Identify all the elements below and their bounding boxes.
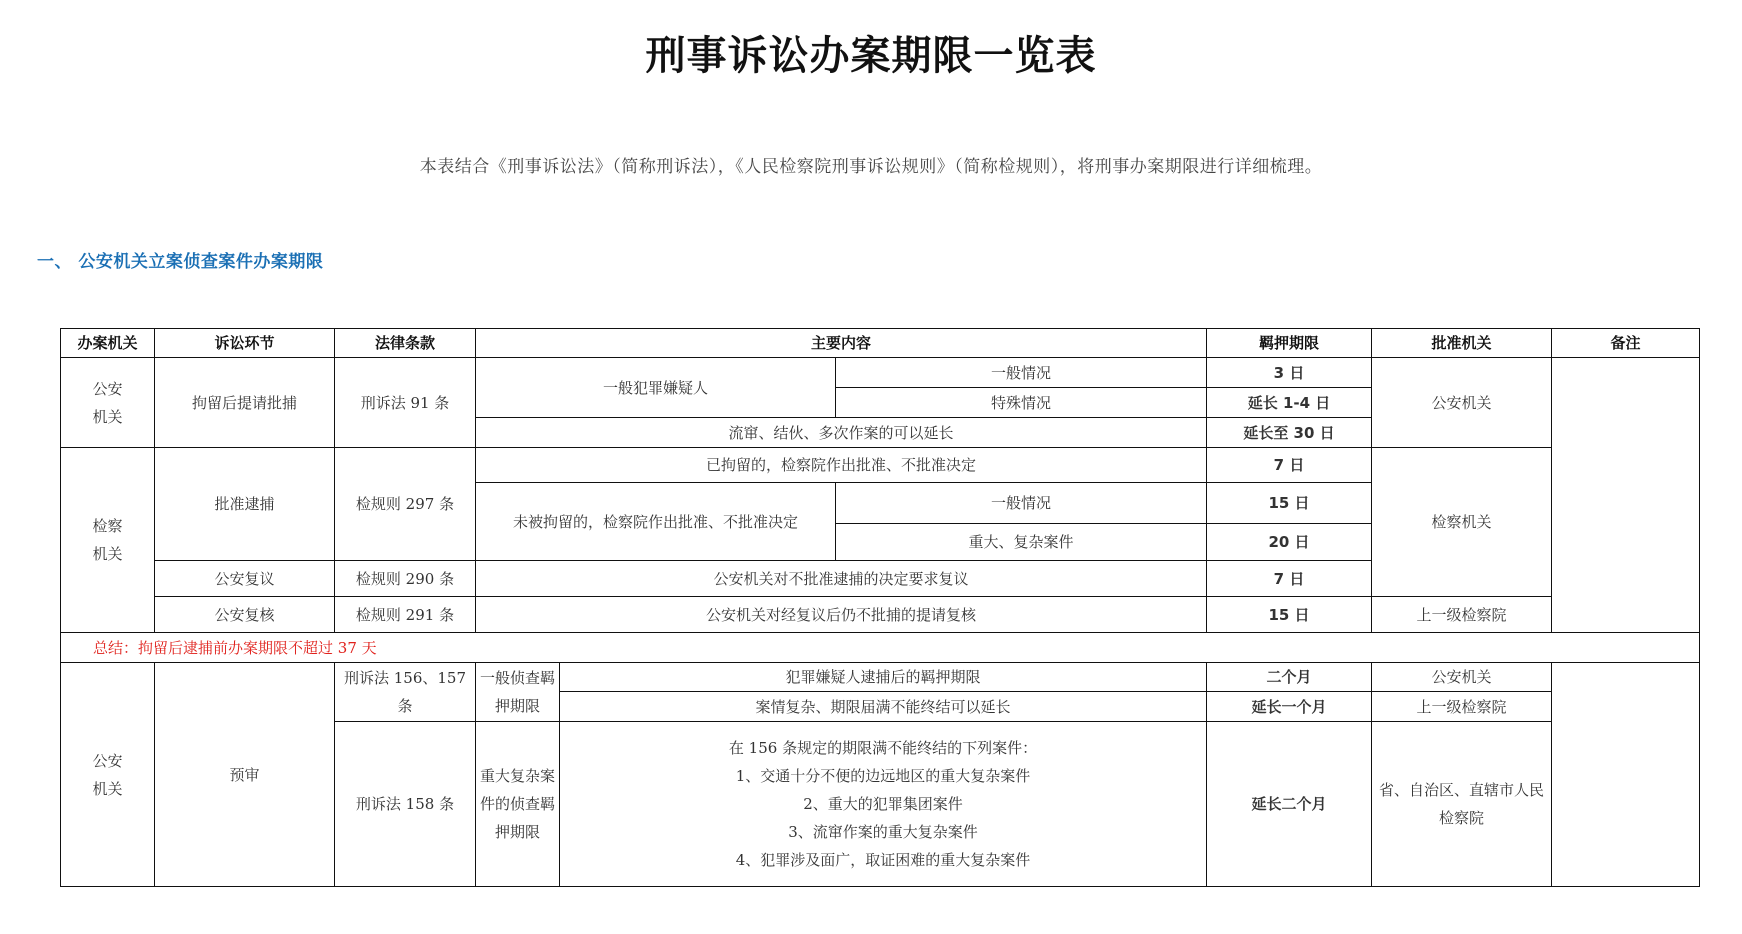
- content-cell: 公安机关对经复议后仍不批捕的提请复核: [476, 597, 1207, 633]
- list-item: 4、犯罪涉及面广，取证困难的重大复杂案件: [735, 851, 1031, 869]
- content-cell: 案情复杂、期限届满不能终结可以延长: [560, 692, 1207, 722]
- detention-cell: 延长至 30 日: [1207, 418, 1372, 448]
- summary-row: [61, 633, 1700, 663]
- type-cell: 一般侦查羁押期限: [476, 663, 560, 722]
- detention-cell: 3 日: [1207, 358, 1372, 388]
- stage-cell: 预审: [155, 663, 335, 887]
- table-row: [61, 448, 1700, 483]
- detention-cell: 7 日: [1207, 561, 1372, 597]
- law-cell: 检规则 297 条: [335, 448, 476, 561]
- remark-cell: [1552, 663, 1700, 887]
- case-list-cell: [560, 722, 1207, 887]
- approver-cell: 公安机关: [1372, 663, 1552, 692]
- content-cell: 犯罪嫌疑人逮捕后的羁押期限: [560, 663, 1207, 692]
- list-item: 1、交通十分不便的边远地区的重大复杂案件: [735, 767, 1031, 785]
- agency-line: 公安: [92, 379, 123, 398]
- header-detention: 羁押期限: [1207, 329, 1372, 358]
- stage-cell: 拘留后提请批捕: [155, 358, 335, 448]
- approver-cell: 上一级检察院: [1372, 597, 1552, 633]
- list-item: 3、流窜作案的重大复杂案件: [788, 823, 978, 841]
- table-row: [61, 358, 1700, 388]
- detention-cell: 15 日: [1207, 597, 1372, 633]
- agency-cell: [61, 663, 155, 887]
- intro-text: 本表结合《刑事诉讼法》（简称刑诉法），《人民检察院刑事诉讼规则》（简称检规则），将刑事办案期限进行详细梳理。: [419, 157, 1323, 177]
- agency-line: 机关: [92, 545, 123, 563]
- header-approver: 批准机关: [1372, 329, 1552, 358]
- header-agency: 办案机关: [61, 329, 155, 358]
- content-cell: 公安机关对不批准逮捕的决定要求复议: [476, 561, 1207, 597]
- law-cell: 检规则 290 条: [335, 561, 476, 597]
- content-cell: 未被拘留的，检察院作出批准、不批准决定: [476, 483, 836, 561]
- type-cell: 重大复杂案件的侦查羁押期限: [476, 722, 560, 887]
- detention-cell: 延长 1-4 日: [1207, 388, 1372, 418]
- table-header-row: [61, 329, 1700, 358]
- law-cell: 刑诉法 158 条: [335, 722, 476, 887]
- header-remark: 备注: [1552, 329, 1700, 358]
- remark-cell: [1552, 358, 1700, 633]
- header-content: 主要内容: [476, 329, 1207, 358]
- approver-cell: 检察机关: [1372, 448, 1552, 597]
- detention-cell: 7 日: [1207, 448, 1372, 483]
- header-stage: 诉讼环节: [155, 329, 335, 358]
- law-cell: 检规则 291 条: [335, 597, 476, 633]
- summary-text: 总结：拘留后逮捕前办案期限不超过 37 天: [61, 633, 1700, 663]
- agency-line: 机关: [92, 779, 123, 798]
- deadline-table: [60, 328, 1700, 887]
- approver-cell: 公安机关: [1372, 358, 1552, 448]
- detention-cell: 延长二个月: [1207, 722, 1372, 887]
- content-cell: 流窜、结伙、多次作案的可以延长: [476, 418, 1207, 448]
- agency-line: 公安: [92, 751, 123, 770]
- stage-cell: 公安复议: [155, 561, 335, 597]
- law-cell: 刑诉法 91 条: [335, 358, 476, 448]
- content-cell: 已拘留的，检察院作出批准、不批准决定: [476, 448, 1207, 483]
- agency-line: 检察: [92, 517, 123, 535]
- case-cell: 一般情况: [836, 358, 1207, 388]
- case-cell: 重大、复杂案件: [836, 524, 1207, 561]
- detention-cell: 延长一个月: [1207, 692, 1372, 722]
- agency-cell: [61, 448, 155, 633]
- detention-cell: 20 日: [1207, 524, 1372, 561]
- subject-cell: 一般犯罪嫌疑人: [476, 358, 836, 418]
- header-law: 法律条款: [335, 329, 476, 358]
- case-cell: 一般情况: [836, 483, 1207, 524]
- table-row: [61, 597, 1700, 633]
- detention-cell: 二个月: [1207, 663, 1372, 692]
- agency-line: 机关: [92, 407, 123, 426]
- case-cell: 特殊情况: [836, 388, 1207, 418]
- stage-cell: 公安复核: [155, 597, 335, 633]
- agency-cell: [61, 358, 155, 448]
- approver-cell: 上一级检察院: [1372, 692, 1552, 722]
- stage-cell: 批准逮捕: [155, 448, 335, 561]
- detention-cell: 15 日: [1207, 483, 1372, 524]
- page-title: 刑事诉讼办案期限一览表: [645, 32, 1097, 79]
- table-row: [61, 663, 1700, 692]
- section-heading: 一、 公安机关立案侦查案件办案期限: [37, 252, 324, 272]
- approver-cell: 省、自治区、直辖市人民检察院: [1372, 722, 1552, 887]
- list-item: 在 156 条规定的期限满不能终结的下列案件：: [728, 739, 1038, 757]
- list-item: 2、重大的犯罪集团案件: [803, 795, 963, 813]
- law-cell: 刑诉法 156、157 条: [335, 663, 476, 722]
